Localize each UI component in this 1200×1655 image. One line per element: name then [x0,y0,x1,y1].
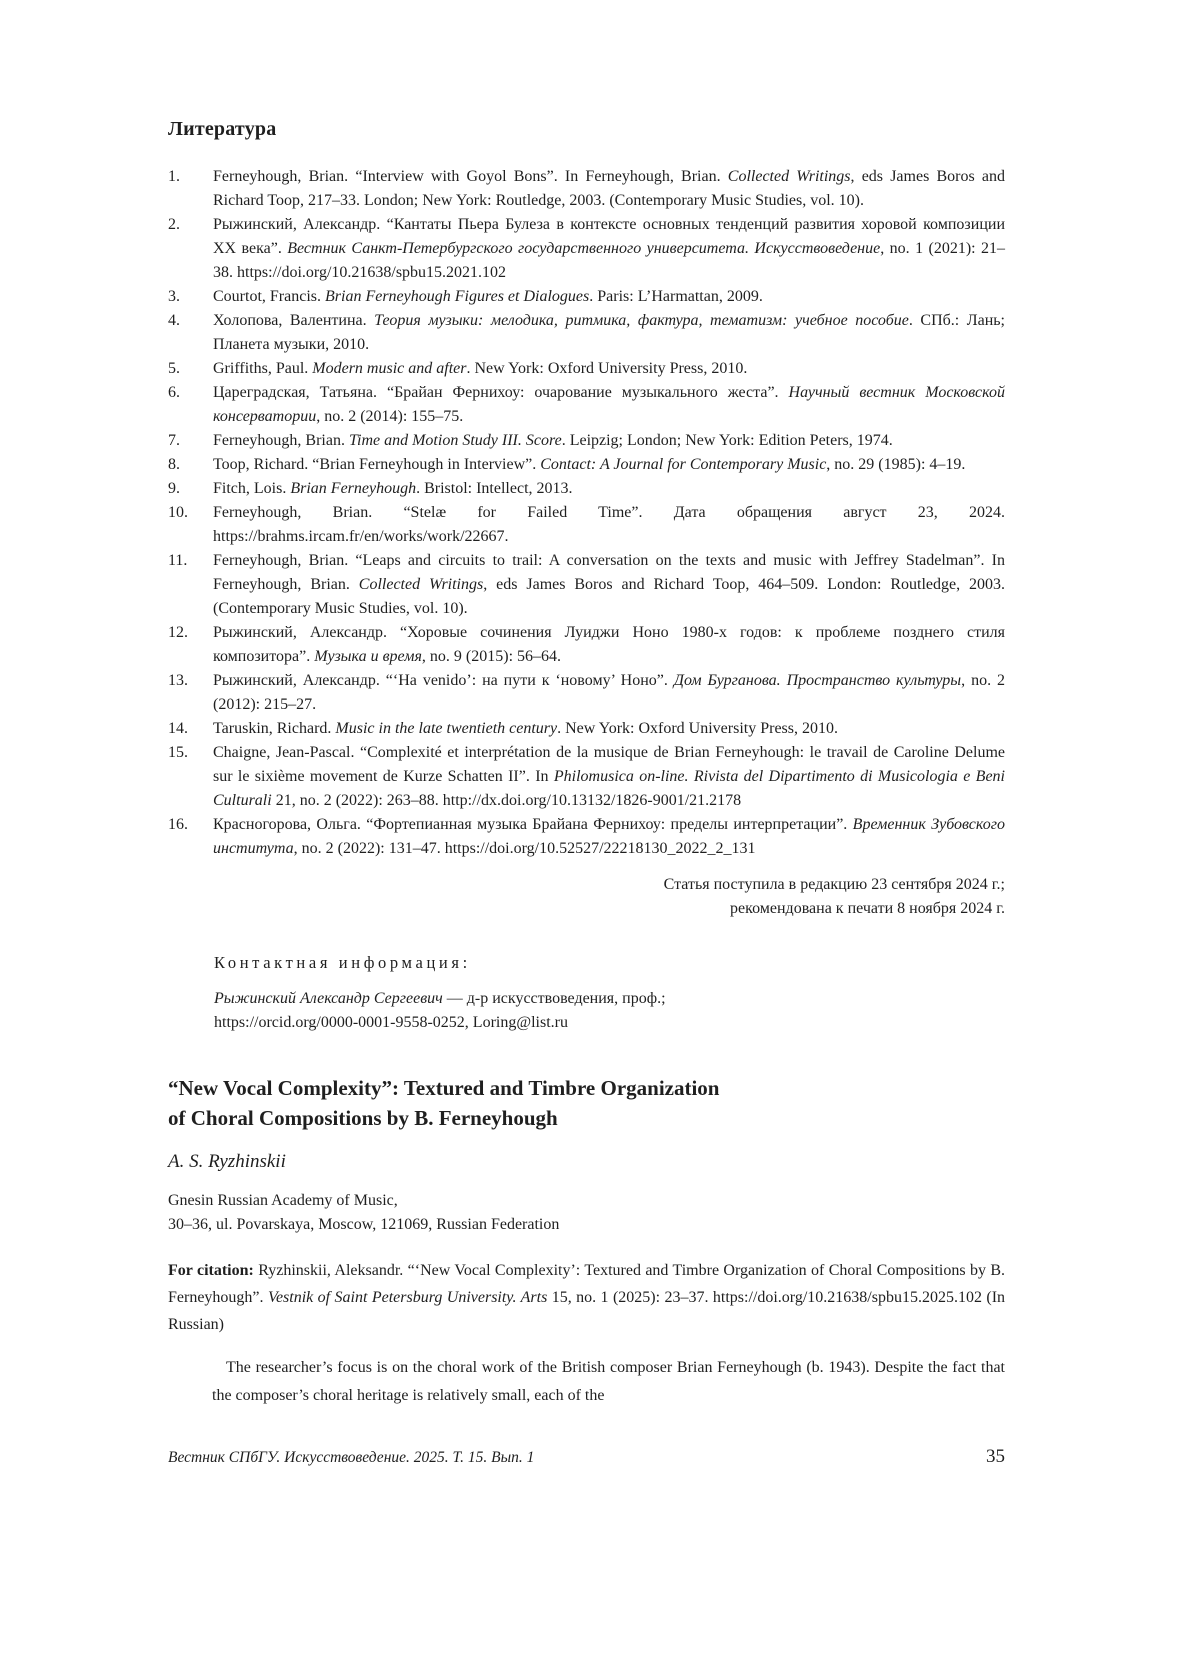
reference-number: 9. [168,480,180,497]
text-segment: Музыка и время [314,648,422,665]
reference-text [213,549,1005,621]
reference-item [168,717,1005,741]
journal-title-footer: Вестник СПбГУ. Искусствоведение. 2025. Т. 15. Вып. 1 [168,1449,535,1466]
recommended-date-line: рекомендована к печати 8 ноября 2024 г. [730,900,1005,917]
text-segment: Collected Writings [358,576,484,593]
abstract-paragraph: The researcher’s focus is on the choral work of the British composer Brian Ferneyhough (b. 1943). Despite the fact that the composer’s choral heritage is relatively small, each of the [212,1359,1005,1404]
text-segment: Griffiths, Paul. [213,360,313,377]
reference-number: 6. [168,384,180,401]
article-title-en [168,1073,1005,1133]
reference-text [213,165,1005,213]
author-name: A. S. Ryzhinskii [168,1151,286,1172]
reference-text [213,381,1005,429]
text-segment: , eds James Boros and Richard Toop, 464–509. London: Routledge, 2003. (Contemporary Music Studies, vol. 10). [213,576,1005,617]
affiliation-block [168,1189,1005,1237]
text-segment: Ferneyhough, Brian. “Stelæ for Failed Time”. Дата обращения август 23, 2024. https://brahms.ircam.fr/en/works/work/22667. [213,504,1005,545]
reference-number: 8. [168,456,180,473]
reference-number: 15. [168,744,188,761]
text-segment: Music in the late twentieth century [335,720,558,737]
text-segment: Philomusica on-line. Rivista del Dipartimento di Musicologia e Beni Culturali [213,768,1005,809]
reference-number: 2. [168,216,180,233]
contact-info-block [214,987,1005,1035]
contact-info-heading: Контактная информация: [214,953,471,972]
text-segment: Ferneyhough, Brian. “Leaps and circuits to trail: A conversation on the texts and music with Jeffrey Stadelman”. In Ferneyhough, Brian. [213,552,1005,593]
reference-item [168,477,1005,501]
text-segment: Brian Ferneyhough Figures et Dialogues [325,288,590,305]
reference-text [213,669,1005,717]
reference-text [213,717,1005,741]
reference-text [213,429,1005,453]
text-segment: , no. 9 (2015): 56–64. [421,648,562,665]
reference-item [168,309,1005,357]
reference-item [168,213,1005,285]
reference-number: 4. [168,312,180,329]
text-segment: . Paris: L’Harmattan, 2009. [589,288,763,305]
text-segment: Цареградская, Татьяна. “Брайан Фернихоу: очарование музыкального жеста”. [213,384,789,401]
text-segment: , no. 29 (1985): 4–19. [826,456,966,473]
text-segment: . Leipzig; London; New York: Edition Peters, 1974. [561,432,893,449]
text-segment: 15, no. 1 (2025): 23–37. https://doi.org/10.21638/spbu15.2025.102 (In Russian) [168,1289,1006,1333]
text-segment: Ryzhinskii, Aleksandr. “‘New Vocal Complexity’: Textured and Timbre Organization of Choral Compositions by B. Ferneyhough”. [168,1262,1005,1306]
citation-paragraph [168,1257,1005,1338]
text-segment: . New York: Oxford University Press, 2010. [466,360,748,377]
reference-text [213,813,1005,861]
text-segment: Рыжинский, Александр. “Хоровые сочинения Луиджи Ноно 1980-х годов: к проблеме позднего стиля композитора”. [213,624,1005,665]
text-segment: Taruskin, Richard. [213,720,336,737]
reference-list [168,165,1005,861]
text-segment: Красногорова, Ольга. “Фортепианная музыка Брайана Фернихоу: пределы интерпретации”. [213,816,853,833]
reference-item [168,501,1005,549]
reference-text [213,477,1005,501]
text-segment: — д-р искусствоведения, проф.; [442,990,666,1007]
article-dates-block [168,873,1005,921]
reference-item [168,813,1005,861]
text-segment: , no. 2 (2022): 131–47. https://doi.org/10.52527/22218130_2022_2_131 [293,840,756,857]
text-segment: Chaigne, Jean-Pascal. “Complexité et interprétation de la musique de Brian Ferneyhough: le travail de Caroline Delume sur le sixième movement de Kurze Schatten II”. In [213,744,1005,785]
text-segment: . Bristol: Intellect, 2013. [416,480,573,497]
text-segment: Time and Motion Study III. Score [348,432,562,449]
text-segment: Courtot, Francis. [213,288,325,305]
text-segment: Vestnik of Saint Petersburg University. Arts [267,1289,548,1306]
reference-item [168,741,1005,813]
reference-number: 11. [168,552,188,569]
reference-item [168,285,1005,309]
reference-item [168,621,1005,669]
text-segment: Дом Бурганова. Пространство культуры [673,672,962,689]
reference-number: 12. [168,624,188,641]
reference-text [213,741,1005,813]
reference-text [213,357,1005,381]
affiliation-line-1: Gnesin Russian Academy of Music, [168,1192,398,1209]
text-segment: Научный вестник Московской консерватории [213,384,1006,425]
references-heading: Литература [168,118,277,140]
text-segment: Ferneyhough, Brian. “Interview with Goyol Bons”. In Ferneyhough, Brian. [213,168,728,185]
reference-item [168,165,1005,213]
reference-number: 14. [168,720,188,737]
text-segment: Временник Зубовского института [213,816,1006,857]
reference-item [168,669,1005,717]
reference-text [213,213,1005,285]
page-number: 35 [986,1446,1005,1467]
contact-person-line [214,987,1005,1011]
reference-number: 13. [168,672,188,689]
text-segment: , no. 2 (2014): 155–75. [316,408,464,425]
text-segment: Ferneyhough, Brian. [213,432,349,449]
text-segment: , eds James Boros and Richard Toop, 217–33. London; New York: Routledge, 2003. (Contemporary Music Studies, vol. 10). [213,168,1006,209]
text-segment: . New York: Oxford University Press, 2010. [557,720,839,737]
article-title-line-1: “New Vocal Complexity”: Textured and Timbre Organization [168,1076,720,1100]
reference-item [168,357,1005,381]
reference-text [213,285,1005,309]
article-title-line-2: of Choral Compositions by B. Ferneyhough [168,1106,558,1130]
page-footer [168,1446,1005,1468]
reference-item [168,429,1005,453]
affiliation-line-2: 30–36, ul. Povarskaya, Moscow, 121069, Russian Federation [168,1216,560,1233]
reference-item [168,453,1005,477]
text-segment: Modern music and after [312,360,467,377]
text-segment: Brian Ferneyhough [290,480,417,497]
reference-number: 16. [168,816,188,833]
reference-text [213,309,1005,357]
text-segment: Collected Writings [727,168,851,185]
reference-number: 5. [168,360,180,377]
text-segment: Fitch, Lois. [213,480,291,497]
text-segment: Contact: A Journal for Contemporary Music [540,456,827,473]
text-segment: , no. 1 (2021): 21–38. https://doi.org/10.21638/spbu15.2021.102 [213,240,1006,281]
text-segment: 21, no. 2 (2022): 263–88. http://dx.doi.org/10.13132/1826-9001/21.2178 [271,792,742,809]
reference-text [213,621,1005,669]
contact-orcid-line: https://orcid.org/0000-0001-9558-0252, Loring@list.ru [214,1014,568,1031]
reference-text [213,453,1005,477]
reference-item [168,549,1005,621]
reference-number: 10. [168,504,188,521]
page-content [168,0,1005,1410]
text-segment: Рыжинский Александр Сергеевич [214,990,443,1007]
reference-number: 7. [168,432,180,449]
received-date-line: Статья поступила в редакцию 23 сентября 2024 г.; [663,876,1005,893]
reference-number: 1. [168,168,180,185]
text-segment: Рыжинский, Александр. “‘Ha venido’: на пути к ‘новому’ Ноно”. [213,672,674,689]
text-segment: Рыжинский, Александр. “Кантаты Пьера Булеза в контексте основных тенденций развития хоровой композиции XX века”. [213,216,1005,257]
text-segment: For citation: [168,1262,259,1279]
reference-number: 3. [168,288,180,305]
text-segment: , no. 2 (2012): 215–27. [213,672,1005,713]
reference-text [213,501,1005,549]
text-segment: Вестник Санкт-Петербургского государственного университета. Искусствоведение [287,240,881,257]
reference-item [168,381,1005,429]
text-segment: Холопова, Валентина. [213,312,375,329]
text-segment: Toop, Richard. “Brian Ferneyhough in Interview”. [213,456,541,473]
text-segment: Теория музыки: мелодика, ритмика, фактура, тематизм: учебное пособие [374,312,909,329]
text-segment: . СПб.: Лань; Планета музыки, 2010. [213,312,1006,353]
